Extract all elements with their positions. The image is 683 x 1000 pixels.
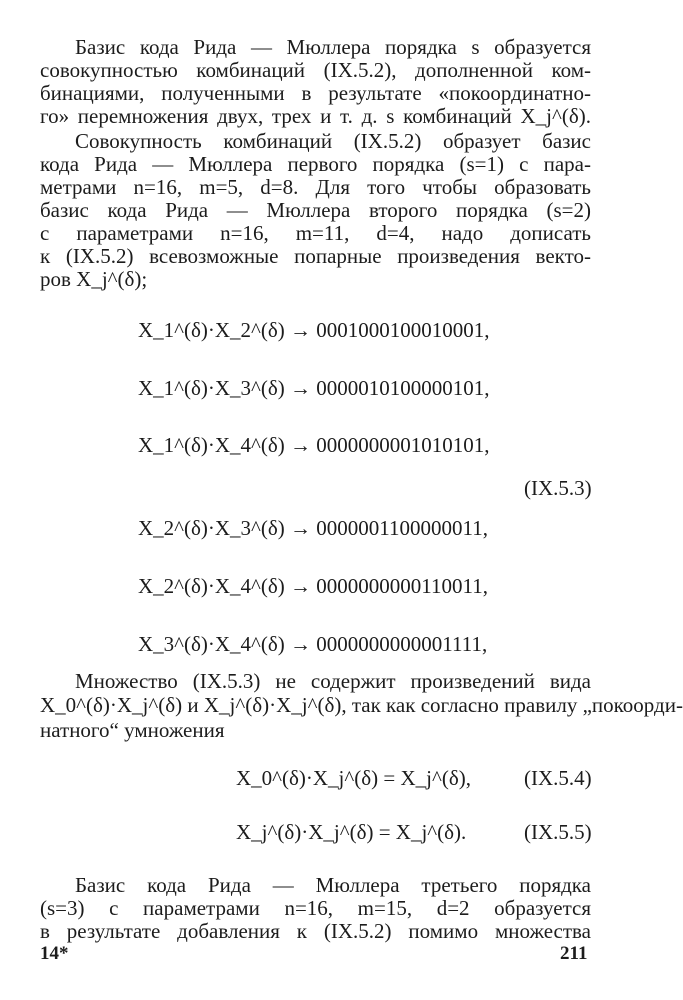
text-line: X_0^(δ)·X_j^(δ) и X_j^(δ)·X_j^(δ), так как согласно правилу „покоорди- bbox=[40, 693, 683, 717]
product-equation: X_3^(δ)·X_4^(δ) → 0000000000001111, bbox=[138, 632, 488, 656]
text-line: бинациями, полученными в результате «покоординатно- bbox=[40, 81, 591, 105]
identity-equation: X_j^(δ)·X_j^(δ) = X_j^(δ). bbox=[236, 820, 467, 844]
text-line: (s=3) с параметрами n=16, m=15, d=2 образуется bbox=[40, 896, 591, 920]
text-line: метрами n=16, m=5, d=8. Для того чтобы образовать bbox=[40, 175, 591, 199]
text-line: ров X_j^(δ); bbox=[40, 267, 148, 291]
text-line: кода Рида — Мюллера первого порядка (s=1) с пара- bbox=[40, 152, 591, 176]
text-line: натного“ умножения bbox=[40, 718, 225, 742]
text-line: Множество (IX.5.3) не содержит произведений вида bbox=[75, 669, 591, 693]
signature-mark: 14* bbox=[40, 943, 69, 964]
text-line: Базис кода Рида — Мюллера третьего порядка bbox=[75, 873, 591, 897]
page-number: 211 bbox=[560, 943, 588, 964]
product-equation: X_2^(δ)·X_3^(δ) → 0000001100000011, bbox=[138, 516, 488, 540]
equation-number: (IX.5.5) bbox=[524, 820, 592, 844]
text-line: к (IX.5.2) всевозможные попарные произведения векто- bbox=[40, 244, 591, 268]
identity-equation: X_0^(δ)·X_j^(δ) = X_j^(δ), bbox=[236, 766, 471, 790]
text-line: Базис кода Рида — Мюллера порядка s образуется bbox=[75, 35, 591, 59]
product-equation: X_2^(δ)·X_4^(δ) → 0000000000110011, bbox=[138, 574, 488, 598]
product-equation: X_1^(δ)·X_3^(δ) → 0000010100000101, bbox=[138, 376, 490, 400]
text-line: Совокупность комбинаций (IX.5.2) образует базис bbox=[75, 129, 591, 153]
product-equation: X_1^(δ)·X_2^(δ) → 0001000100010001, bbox=[138, 318, 490, 342]
text-line: го» перемножения двух, трех и т. д. s комбинаций X_j^(δ). bbox=[40, 104, 591, 128]
text-line: совокупностью комбинаций (IX.5.2), дополненной ком- bbox=[40, 58, 591, 82]
equation-number: (IX.5.3) bbox=[524, 476, 592, 500]
equation-number: (IX.5.4) bbox=[524, 766, 592, 790]
text-line: с параметрами n=16, m=11, d=4, надо дописать bbox=[40, 221, 591, 245]
text-line: базис кода Рида — Мюллера второго порядка (s=2) bbox=[40, 198, 591, 222]
product-equation: X_1^(δ)·X_4^(δ) → 0000000001010101, bbox=[138, 433, 490, 457]
text-line: в результате добавления к (IX.5.2) помимо множества bbox=[40, 919, 591, 943]
